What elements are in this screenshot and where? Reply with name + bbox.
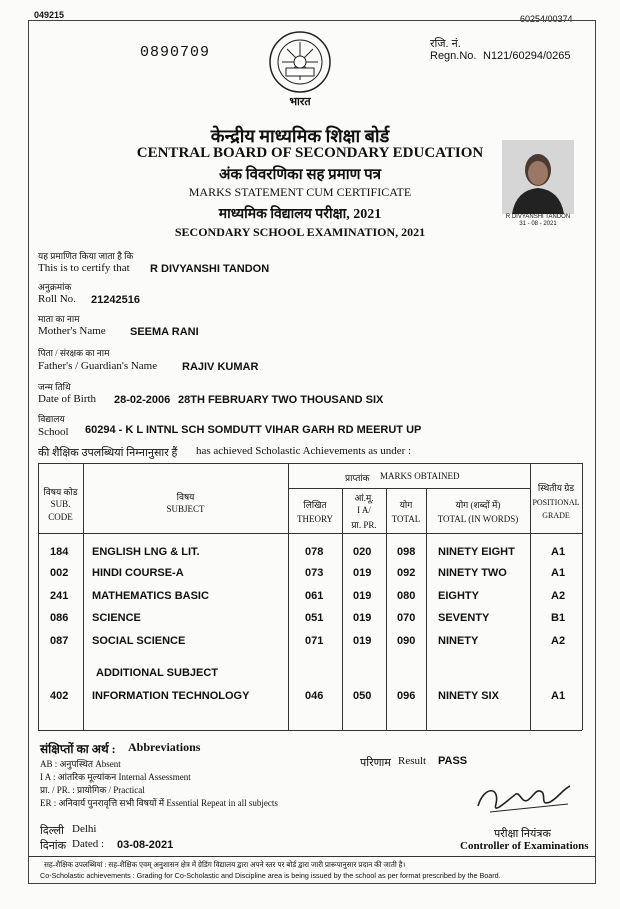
row-subject: INFORMATION TECHNOLOGY — [92, 690, 250, 702]
row-grade: B1 — [551, 612, 566, 624]
row-ia: 019 — [353, 635, 372, 647]
row-words: NINETY EIGHT — [438, 546, 515, 558]
header-grade: POSITIONAL GRADE — [532, 498, 580, 520]
header-subject: SUBJECT — [166, 504, 205, 514]
header-code-hindi: विषय कोड — [43, 487, 78, 497]
row-ia: 050 — [353, 690, 372, 702]
row-total: 070 — [397, 612, 416, 624]
achieved-label: has achieved Scholastic Achievements as under : — [196, 445, 412, 457]
header-marks: MARKS OBTAINED — [380, 471, 460, 481]
co-scholastic-note-english: Co-Scholastic achievements : Grading for Co-Scholastic and Discipline area is being issued by the school as per format prescribed by the Board. — [40, 871, 501, 880]
top-left-serial: 049215 — [34, 10, 65, 20]
document-title-english: MARKS STATEMENT CUM CERTIFICATE — [188, 185, 412, 199]
header-theory-hindi: लिखित — [303, 500, 327, 510]
row-theory: 061 — [305, 590, 324, 602]
row-theory: 071 — [305, 635, 324, 647]
row-total: 090 — [397, 635, 416, 647]
row-total: 098 — [397, 546, 416, 558]
abbreviations-title-hindi: संक्षिप्तों का अर्थ : — [40, 742, 116, 756]
dated-label: Dated : — [72, 838, 105, 850]
row-total: 096 — [397, 690, 416, 702]
roll-hindi: अनुक्रमांक — [38, 282, 72, 292]
row-theory: 046 — [305, 690, 324, 702]
dob-value: 28-02-2006 — [114, 394, 171, 406]
board-name-english: CENTRAL BOARD OF SECONDARY EDUCATION — [136, 145, 484, 161]
row-total: 092 — [397, 567, 416, 579]
row-code: 402 — [50, 690, 69, 702]
mother-hindi: माता का नाम — [38, 314, 80, 324]
row-theory: 073 — [305, 567, 324, 579]
header-words-hindi: योग (शब्दों में) — [455, 500, 501, 510]
school-hindi: विद्यालय — [38, 414, 65, 424]
row-words: NINETY SIX — [438, 690, 499, 702]
photo-caption-name: R DIVYANSHI TANDON — [505, 214, 571, 220]
row-words: NINETY TWO — [438, 567, 507, 579]
school-name: 60294 - K L INTNL SCH SOMDUTT VIHAR GARH RD MEERUT UP — [85, 424, 422, 436]
row-subject: SOCIAL SCIENCE — [92, 635, 186, 647]
header-words: TOTAL (IN WORDS) — [437, 514, 519, 524]
certificate-number: 0890709 — [140, 44, 211, 61]
row-code: 086 — [50, 612, 69, 624]
father-name: RAJIV KUMAR — [182, 361, 259, 373]
abbreviation-ab: AB : अनुपस्थित Absent — [40, 759, 121, 769]
dated-hindi: दिनांक — [40, 840, 67, 852]
header-marks-hindi: प्राप्तांक — [345, 473, 370, 483]
student-name: R DIVYANSHI TANDON — [150, 263, 270, 275]
row-ia: 019 — [353, 567, 372, 579]
achieved-hindi: की शैक्षिक उपलब्धियां निम्नानुसार हैं — [38, 447, 178, 459]
header-total-hindi: योग — [399, 500, 413, 510]
row-ia: 019 — [353, 612, 372, 624]
top-right-serial: 60254/00374 — [520, 14, 573, 24]
dated-value: 03-08-2021 — [117, 839, 174, 851]
certify-hindi: यह प्रमाणित किया जाता है कि — [38, 251, 134, 261]
row-code: 087 — [50, 635, 69, 647]
student-photo — [502, 140, 574, 214]
header-code: SUB. CODE — [48, 499, 73, 522]
row-code: 184 — [50, 546, 69, 558]
row-code: 002 — [50, 567, 69, 579]
row-ia: 020 — [353, 546, 372, 558]
row-words: EIGHTY — [438, 590, 479, 602]
photo-caption-date: 31 - 08 - 2021 — [519, 221, 557, 227]
certify-label: This is to certify that — [38, 262, 130, 274]
board-name-hindi: केन्द्रीय माध्यमिक शिक्षा बोर्ड — [210, 126, 390, 146]
header-ia-pr: प्रा. PR. — [351, 520, 377, 530]
exam-title-hindi: माध्यमिक विद्यालय परीक्षा, 2021 — [218, 207, 382, 222]
row-grade: A1 — [551, 690, 566, 702]
additional-subject-label: ADDITIONAL SUBJECT — [96, 667, 219, 679]
regn-label: Regn.No. — [430, 50, 477, 62]
row-subject: HINDI COURSE-A — [92, 567, 184, 579]
roll-label: Roll No. — [38, 293, 76, 305]
header-ia: I A/ — [357, 505, 371, 515]
result-label: Result — [398, 755, 427, 767]
row-grade: A2 — [551, 590, 566, 602]
mother-name: SEEMA RANI — [130, 326, 199, 338]
co-scholastic-note-hindi: सह-शैक्षिक उपलब्धियां : सह-शैक्षिक एवम् अनुशासन क्षेत्र में ग्रेडिंग विद्यालय द्वारा अपने स्तर पर बोर्ड द्वारा जारी प्रारूपानुसार प्रदान की जाती है। — [44, 860, 406, 869]
student-portrait-icon — [502, 140, 574, 214]
controller-signature-icon — [470, 778, 580, 820]
row-total: 080 — [397, 590, 416, 602]
header-ia-hindi: आं.मू. — [354, 493, 374, 503]
father-label: Father's / Guardian's Name — [38, 360, 158, 372]
row-words: NINETY — [438, 635, 479, 647]
row-words: SEVENTY — [438, 612, 490, 624]
document-title-hindi: अंक विवरणिका सह प्रमाण पत्र — [219, 167, 381, 183]
school-label: School — [38, 426, 69, 438]
header-grade-hindi: स्थितीय ग्रेड — [537, 483, 575, 493]
result-label-hindi: परिणाम — [360, 757, 391, 769]
place: Delhi — [72, 823, 97, 835]
abbreviation-ia: I A : आंतरिक मूल्यांकन Internal Assessment — [40, 772, 191, 782]
row-ia: 019 — [353, 590, 372, 602]
header-subject-hindi: विषय — [176, 492, 195, 502]
abbreviations-title: Abbreviations — [128, 740, 201, 754]
controller-hindi: परीक्षा नियंत्रक — [494, 828, 551, 840]
row-subject: SCIENCE — [92, 612, 141, 624]
row-subject: MATHEMATICS BASIC — [92, 590, 209, 602]
controller-title: Controller of Examinations — [460, 840, 589, 852]
dob-words: 28TH FEBRUARY TWO THOUSAND SIX — [178, 394, 384, 406]
row-grade: A2 — [551, 635, 566, 647]
row-grade: A1 — [551, 546, 566, 558]
exam-title-english: SECONDARY SCHOOL EXAMINATION, 2021 — [174, 225, 426, 239]
father-hindi: पिता / संरक्षक का नाम — [38, 348, 110, 358]
row-theory: 078 — [305, 546, 324, 558]
abbreviation-pr: प्रा. / PR. : प्रायोगिक / Practical — [40, 785, 145, 795]
header-theory: THEORY — [297, 514, 333, 524]
regn-value: N121/60294/0265 — [483, 50, 571, 62]
row-theory: 051 — [305, 612, 324, 624]
abbreviation-er: ER : अनिवार्य पुनरावृत्ति सभी विषयों में Essential Repeat in all subjects — [40, 798, 278, 808]
dob-hindi: जन्म तिथि — [38, 382, 71, 392]
result-value: PASS — [438, 755, 468, 767]
emblem-caption: भारत — [289, 96, 311, 108]
mother-label: Mother's Name — [38, 325, 106, 337]
header-total: TOTAL — [391, 514, 421, 524]
row-code: 241 — [50, 590, 69, 602]
dob-label: Date of Birth — [38, 393, 97, 405]
row-subject: ENGLISH LNG & LIT. — [92, 546, 200, 558]
row-grade: A1 — [551, 567, 566, 579]
place-hindi: दिल्ली — [40, 825, 64, 837]
roll-number: 21242516 — [91, 294, 140, 306]
regn-hindi: रजि. नं. — [430, 38, 461, 50]
